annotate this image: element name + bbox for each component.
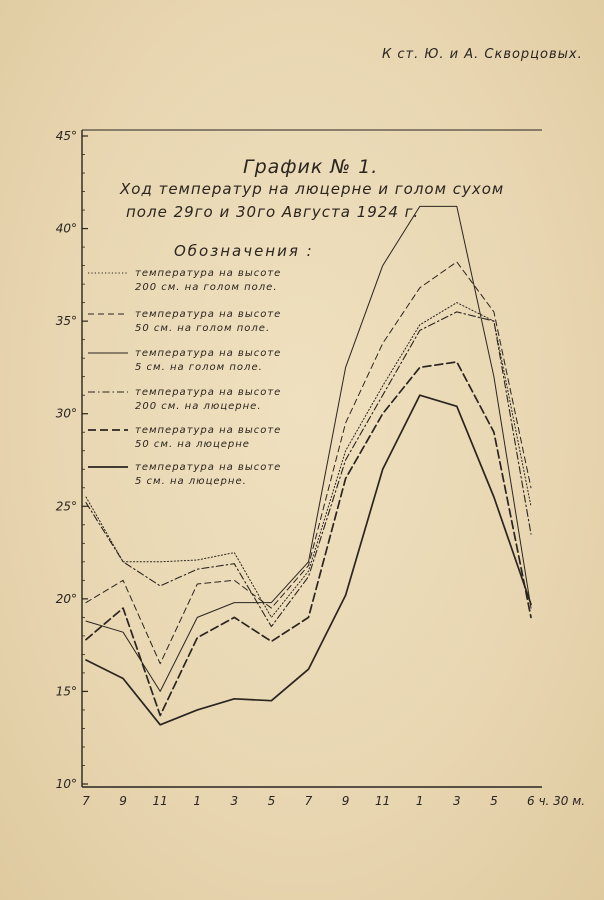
chart-legend (88, 268, 281, 487)
y-tick-label: 10° (55, 777, 77, 791)
y-tick-labels (56, 129, 77, 791)
x-tick-label: 9 (119, 794, 127, 808)
y-tick-label: 45° (55, 129, 77, 143)
series-line-5 (86, 362, 531, 716)
chart-subtitle-line-2: поле 29го и 30го Августа 1924 г. (126, 203, 420, 221)
legend-label: 5 см. на люцерне. (135, 476, 247, 487)
x-tick-label: 7 (304, 794, 313, 808)
x-tick-label: 1 (415, 794, 424, 808)
x-tick-label: 7 (82, 794, 90, 808)
legend-label: температура на высоте (135, 309, 282, 320)
legend-label: 200 см. на люцерне. (135, 401, 262, 412)
chart-title: График № 1. (243, 156, 379, 178)
legend-label: 5 см. на голом поле. (135, 362, 263, 373)
legend-label: 200 см. на голом поле. (135, 282, 278, 293)
x-tick-labels (82, 794, 585, 808)
x-tick-label: 11 (152, 794, 168, 808)
legend-label: 50 см. на люцерне (135, 439, 250, 450)
y-tick-label: 20° (55, 591, 77, 606)
x-tick-label: 3 (230, 794, 239, 808)
y-tick-label: 15° (55, 684, 77, 699)
legend-label: температура на высоте (135, 348, 282, 359)
y-minor-ticks (82, 136, 88, 784)
legend-label: температура на высоте (135, 462, 282, 473)
y-tick-label: 25° (55, 499, 77, 514)
x-tick-label: 3 (453, 794, 461, 808)
legend-label: температура на высоте (135, 268, 282, 279)
legend-label: температура на высоте (135, 425, 282, 436)
y-tick-label: 30° (55, 406, 77, 421)
legend-label: температура на высоте (135, 387, 282, 398)
author-note: К ст. Ю. и А. Скворцовых. (382, 47, 583, 62)
y-tick-label: 35° (55, 314, 77, 329)
chart-subtitle-line-1: Ход температур на люцерне и голом сухом (120, 180, 505, 198)
legend-label: 50 см. на голом поле. (135, 323, 271, 334)
x-tick-label: 1 (193, 794, 202, 808)
x-tick-label: 11 (375, 794, 391, 808)
y-tick-label: 40° (55, 221, 77, 236)
x-tick-label: 5 (490, 794, 498, 808)
x-tick-label: 6 ч. 30 м. (527, 794, 586, 808)
x-tick-label: 5 (267, 794, 276, 808)
legend-title: Обозначения : (174, 242, 314, 260)
x-tick-label: 9 (341, 794, 350, 808)
